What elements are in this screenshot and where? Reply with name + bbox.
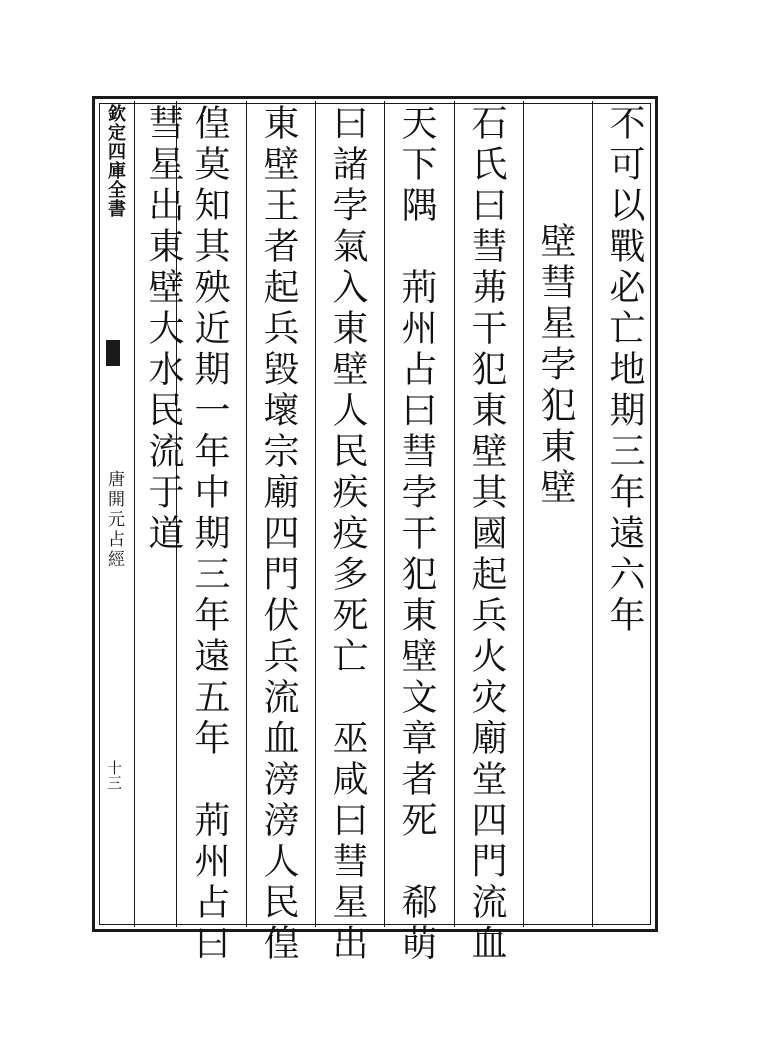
library-name: 欽定四庫全書 bbox=[105, 104, 126, 218]
column-rule bbox=[523, 101, 524, 927]
text-column-1: 不可以戰必亡地期三年遠六年 bbox=[604, 104, 645, 637]
column-rule bbox=[134, 101, 135, 927]
text-column-3: 石氏曰彗茀干犯東壁其國起兵火灾廟堂四門流血 bbox=[466, 104, 507, 965]
section-heading: 壁彗星孛犯東壁 bbox=[535, 222, 576, 509]
column-rule bbox=[246, 101, 247, 927]
text-column-6: 東壁王者起兵毀壞宗廟四門伏兵流血滂滂人民偟 bbox=[258, 104, 299, 965]
column-rule bbox=[315, 101, 316, 927]
text-column-4: 天下隅 荊州占曰彗孛干犯東壁文章者死 郗萌 bbox=[396, 104, 437, 965]
column-rule bbox=[384, 101, 385, 927]
text-column-7: 偟莫知其殃近期一年中期三年遠五年 荊州占曰 bbox=[189, 104, 230, 965]
book-title: 唐開元占經 bbox=[104, 470, 124, 570]
fishtail-mark bbox=[98, 330, 128, 376]
column-rule bbox=[592, 101, 593, 927]
text-column-8: 彗星出東壁大水民流于道 bbox=[143, 104, 184, 555]
fishtail-icon bbox=[106, 340, 120, 366]
text-column-5: 曰諸孛氣入東壁人民疾疫多死亡 巫咸曰彗星出 bbox=[327, 104, 368, 965]
column-rule bbox=[454, 101, 455, 927]
page-number: 十三 bbox=[105, 760, 123, 790]
